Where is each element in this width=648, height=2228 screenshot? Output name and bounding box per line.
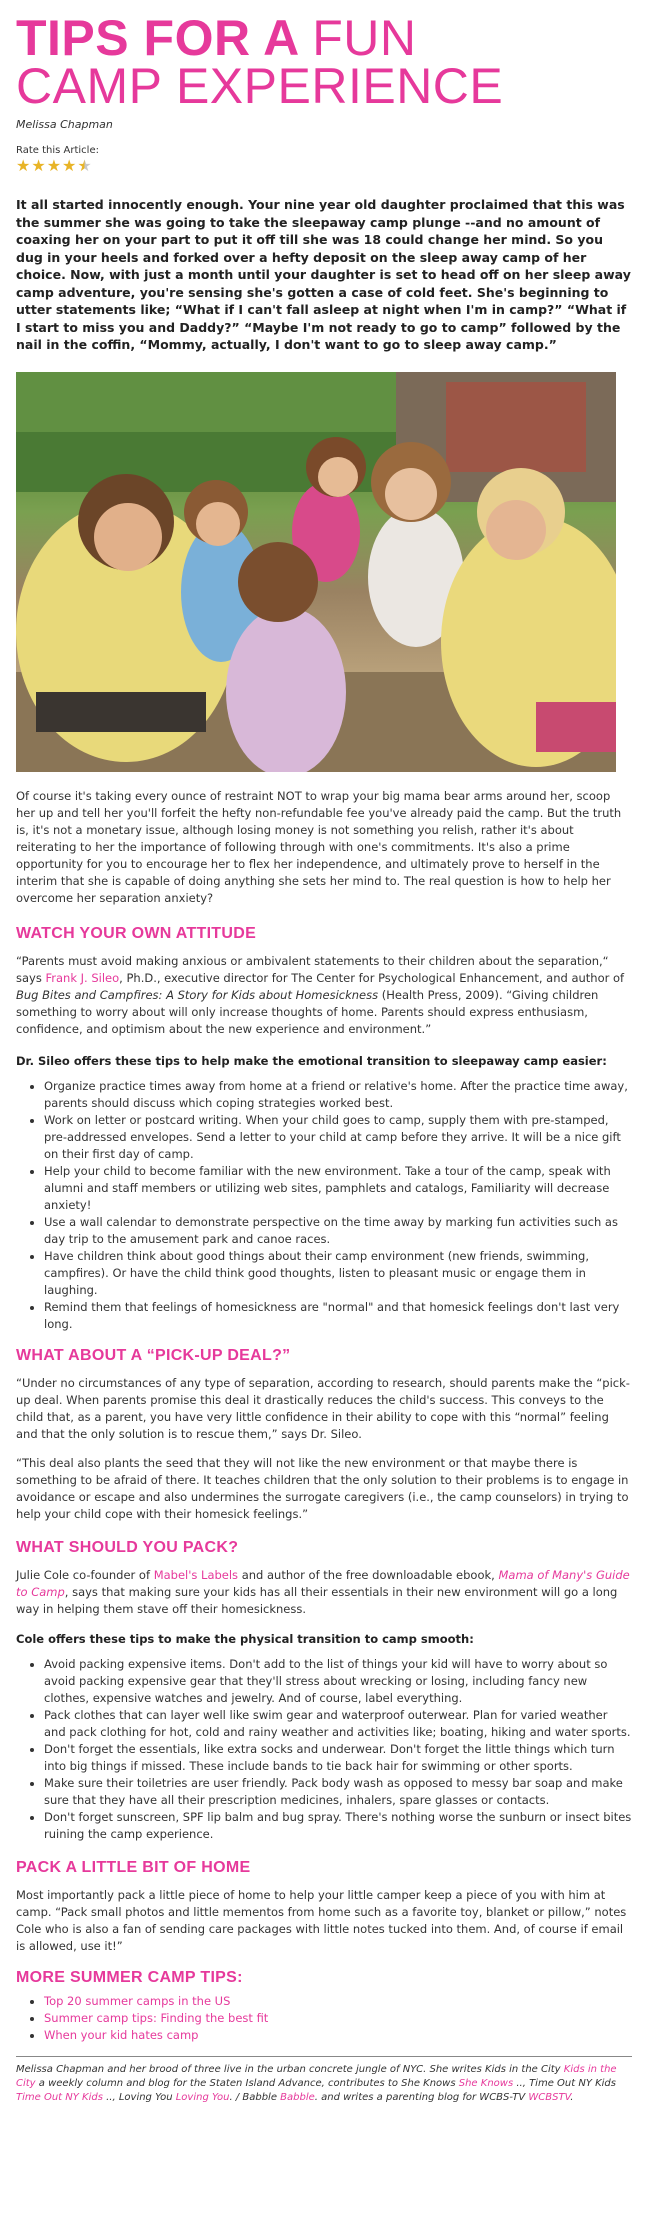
attitude-text-c: (Health Press, 2009). “Giving children something to worry about will only increase thoughts of home. Parents should express enthusiasm, confidence, and optimism about the new experience and environment.” (16, 987, 599, 1036)
more-tips-link[interactable]: When your kid hates camp (44, 2027, 199, 2042)
bio-text: . and writes a parenting blog for WCBS-TV (314, 2091, 529, 2103)
list-item: • Remind them that feelings of homesickness are "normal" and that homesick feelings don't last very long. (44, 1299, 632, 1333)
pack-tips-list (16, 1656, 632, 1843)
list-item (44, 2010, 632, 2027)
pack-paragraph (16, 1567, 632, 1618)
list-item: • Help your child to become familiar with the new environment. Take a tour of the camp, speak with alumni and staff members or utilizing web sites, pamphlets and catalogs, Familiarity will decrease anxiety! (44, 1163, 632, 1214)
pickup-paragraph-1: “Under no circumstances of any type of separation, according to research, should parents make the “pick-up deal. When parents promise this deal it drastically reduces the child's success. This conveys to the child that, as a parent, you have very little confidence in their ability to cope with this “normal” feeling and that the only solution is to rescue them,” says Dr. Sileo. (16, 1375, 630, 1441)
attitude-text-a: “Parents must avoid making anxious or ambivalent statements to their children about the separation,“ says (16, 953, 609, 985)
pack-text-b: and author of the free downloadable ebook, (238, 1567, 499, 1582)
section-heading-pickup: WHAT ABOUT A “PICK-UP DEAL?” (16, 1346, 291, 1364)
section-heading-more: MORE SUMMER CAMP TIPS: (16, 1968, 243, 1986)
title-light: FUN (312, 10, 417, 66)
time-out-ny-kids-link[interactable]: Time Out NY Kids (16, 2091, 103, 2103)
star-icon[interactable]: ★ (16, 156, 31, 175)
bio-text: Melissa Chapman and her brood of three live in the urban concrete jungle of NYC. She writes Kids in the City (16, 2063, 564, 2075)
loving-you-link[interactable]: Loving You (175, 2091, 230, 2103)
body-paragraph: Of course it's taking every ounce of restraint NOT to wrap your big mama bear arms around her, scoop her up and tell her you'll forfeit the hefty non-refundable fee you've already paid the camp. But the truth is, it's not a monetary issue, although losing money is not something you relish, rather it's about reiterating to her the importance of following through with one's commitments. It's also a prime opportunity for you to encourage her to flex her independence, and ultimately prove to herself in the interim that she is capable of doing anything she sets her mind to. The real question is how to help her overcome her separation anxiety? (16, 788, 622, 905)
star-icon[interactable]: ★ (46, 156, 62, 175)
pack-tips-lead: Cole offers these tips to make the physical transition to camp smooth: (16, 1631, 474, 1646)
list-item (44, 1993, 632, 2010)
star-icon[interactable]: ★ (62, 156, 77, 175)
section-heading-home: PACK A LITTLE BIT OF HOME (16, 1858, 251, 1876)
ebook-link[interactable]: Mama of Many's Guide to Camp (16, 1567, 630, 1599)
article-title (16, 0, 632, 114)
list-item: • Work on letter or postcard writing. When your child goes to camp, supply them with pre-stamped, pre-addressed envelopes. Send a letter to your child at camp before they arrive. It will be a nice gift on their first day of camp. (44, 1112, 632, 1163)
section-heading-pack: WHAT SHOULD YOU PACK? (16, 1538, 239, 1556)
book-title: Bug Bites and Campfires: A Story for Kids about Homesickness (16, 987, 379, 1002)
more-tips-list (16, 1993, 632, 2044)
camp-photo-illustration (16, 372, 616, 772)
intro-paragraph: It all started innocently enough. Your nine year old daughter proclaimed that this was the summer she was going to take the sleepaway camp plunge --and no amount of coaxing her on your part to put it off till she was 18 could change her mind. So you dug in your heels and forked over a hefty deposit on the sleep away camp of her choice. Now, with just a month until your daughter is set to head off on her sleep away camp adventure, you're sensing she's gotten a case of cold feet. She's beginning to utter statements like; “What if I can't fall asleep at night when I'm in camp?” “What if I start to miss you and Daddy?” “Maybe I'm not ready to go to camp” followed by the nail in the coffin, “Mommy, actually, I don't want to go to sleep away camp.” (16, 197, 631, 352)
attitude-text-b: , Ph.D., executive director for The Center for Psychological Enhancement, and author of (119, 970, 625, 985)
pack-text-c: , says that making sure your kids has all their essentials in their new environment will go a long way in helping them stave off their homesickness. (16, 1584, 618, 1616)
bio-text: .., Time Out NY Kids (513, 2077, 616, 2089)
she-knows-link[interactable]: She Knows (458, 2077, 514, 2089)
more-tips-link[interactable]: Summer camp tips: Finding the best fit (44, 2010, 269, 2025)
attitude-tips-lead: Dr. Sileo offers these tips to help make the emotional transition to sleepaway camp easier: (16, 1053, 607, 1068)
kids-in-the-city-link[interactable]: Kids in the City (16, 2063, 617, 2089)
bio-text: . (570, 2091, 574, 2103)
list-item: • Organize practice times away from home at a friend or relative's home. After the practice time away, parents should discuss which coping strategies worked best. (44, 1078, 632, 1112)
list-item: • Pack clothes that can layer well like swim gear and waterproof outerwear. Plan for varied weather and pack clothing for hot, cold and rainy weather and activities like; boating, hiking and water sports. (44, 1707, 632, 1741)
frank-sileo-link[interactable]: Frank J. Sileo (45, 970, 120, 985)
mabels-labels-link[interactable]: Mabel's Labels (153, 1567, 239, 1582)
star-icon[interactable]: ★ (31, 156, 46, 175)
attitude-paragraph (16, 953, 632, 1038)
wcbstv-link[interactable]: WCBSTV (528, 2091, 571, 2103)
pickup-paragraph-2: “This deal also plants the seed that they will not like the new environment or that maybe there is something to be afraid of there. It teaches children that the only solution to their problems is to engage in avoidance or escape and also undermines the surrogate caregivers (i.e., the camp counselors) in trying to help your child cope with their homesick feelings.” (16, 1455, 629, 1521)
author-byline: Melissa Chapman (16, 118, 113, 131)
bio-text: a weekly column and blog for the Staten Island Advance, contributes to She Knows (35, 2077, 459, 2089)
article-photo (16, 372, 616, 772)
star-rating[interactable] (16, 158, 632, 174)
list-item (44, 2027, 632, 2044)
section-heading-attitude: WATCH YOUR OWN ATTITUDE (16, 924, 257, 942)
more-tips-link[interactable]: Top 20 summer camps in the US (44, 1993, 231, 2008)
bio-text: . / Babble (229, 2091, 281, 2103)
title-bold: TIPS FOR A (16, 10, 298, 66)
list-item: • Have children think about good things about their camp environment (new friends, swimming, campfires). Or have the child think good thoughts, listen to pleasant music or engage them in laughing. (44, 1248, 632, 1299)
home-paragraph: Most importantly pack a little piece of home to help your little camper keep a piece of you with him at camp. “Pack small photos and little mementos from home such as a favorite toy, blanket or pillow,” notes Cole who is also a fan of sending care packages with little notes tucked into them. And, of course if email is allowed, use it!” (16, 1887, 627, 1953)
pack-text-a: Julie Cole co-founder of (16, 1567, 154, 1582)
rating-label: Rate this Article: (16, 145, 99, 156)
attitude-tips-list (16, 1078, 632, 1333)
title-line2: CAMP EXPERIENCE (16, 58, 504, 114)
list-item: • Avoid packing expensive items. Don't add to the list of things your kid will have to worry about so avoid packing expensive gear that they'll stress about wrecking or losing, including fancy new clothes, expensive watches and jewelry. And of course, label everything. (44, 1656, 632, 1707)
list-item: • Don't forget sunscreen, SPF lip balm and bug spray. There's nothing worse the sunburn or insect bites ruining the camp experience. (44, 1809, 632, 1843)
bio-text: .., Loving You (102, 2091, 176, 2103)
list-item: • Use a wall calendar to demonstrate perspective on the time away by marking fun activities such as day trip to the amusement park and canoe races. (44, 1214, 632, 1248)
author-bio (16, 2057, 632, 2105)
list-item: • Make sure their toiletries are user friendly. Pack body wash as opposed to messy bar soap and make sure that they have all their prescription medicines, inhalers, spare glasses or contacts. (44, 1775, 632, 1809)
list-item: • Don't forget the essentials, like extra socks and underwear. Don't forget the little things which turn into big things if missed. These include bands to tie back hair for swimming or other sports. (44, 1741, 632, 1775)
star-half-icon[interactable]: ★ (77, 156, 92, 175)
babble-link[interactable]: Babble (280, 2091, 315, 2103)
